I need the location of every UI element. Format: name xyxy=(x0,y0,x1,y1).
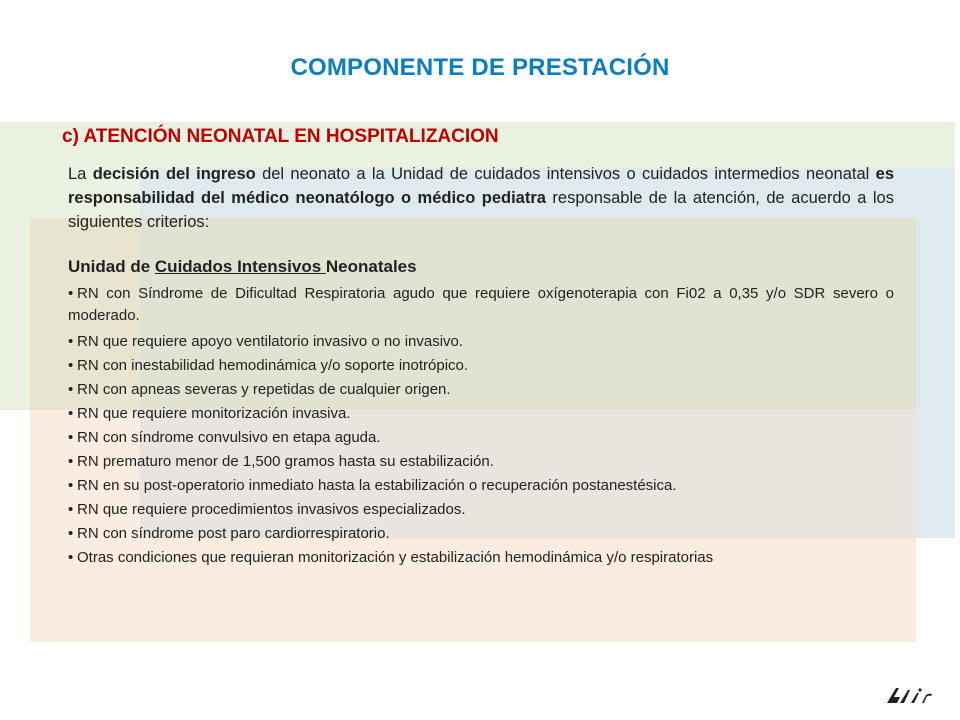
criteria-item xyxy=(68,283,894,327)
criteria-item xyxy=(68,403,894,425)
criteria-item xyxy=(68,475,894,497)
criteria-text: RN en su post-operatorio inmediato hasta la estabilización o recuperación postanestésica. xyxy=(77,477,677,494)
criteria-text: RN con síndrome post paro cardiorrespiratorio. xyxy=(77,525,390,542)
criteria-text: RN que requiere monitorización invasiva. xyxy=(77,405,351,422)
criteria-text: Otras condiciones que requieran monitorización y estabilización hemodinámica y/o respiratorias xyxy=(77,549,714,566)
intro-text-2: del neonato a la Unidad de cuidados intensivos o cuidados intermedios neonatal xyxy=(255,165,876,183)
criteria-item xyxy=(68,427,894,449)
intro-bold-1: decisión del ingreso xyxy=(92,165,256,183)
criteria-item xyxy=(68,523,894,545)
criteria-text: RN que requiere apoyo ventilatorio invasivo o no invasivo. xyxy=(77,333,464,350)
slide-content xyxy=(68,162,894,571)
intro-text-3: responsable de la atención, de acuerdo a los siguientes criterios: xyxy=(68,189,894,231)
intro-text-1: La xyxy=(68,165,93,183)
slide-subtitle: c) ATENCIÓN NEONATAL EN HOSPITALIZACION xyxy=(62,126,499,147)
bullet-glyph: • xyxy=(68,429,74,446)
criteria-item xyxy=(68,499,894,521)
bullet-glyph: • xyxy=(68,477,74,494)
slide-title: COMPONENTE DE PRESTACIÓN xyxy=(290,54,670,81)
intro-bold-2: es responsabilidad del médico neonatólogo o médico pediatra xyxy=(68,165,894,207)
bullet-glyph: • xyxy=(68,333,74,350)
intro-paragraph xyxy=(68,162,894,234)
criteria-item xyxy=(68,355,894,377)
bullet-glyph: • xyxy=(68,525,74,542)
institution-logo-icon xyxy=(884,684,934,706)
section-heading-prefix: Unidad de xyxy=(68,257,155,276)
criteria-list xyxy=(68,283,894,569)
bullet-glyph: • xyxy=(68,381,74,398)
criteria-item xyxy=(68,547,894,569)
criteria-text: RN con apneas severas y repetidas de cualquier origen. xyxy=(77,381,451,398)
criteria-item xyxy=(68,451,894,473)
criteria-text: RN con Síndrome de Dificultad Respiratoria agudo que requiere oxígenoterapia con Fi02 a 0,35 y/o SDR severo o moderado. xyxy=(68,285,894,324)
criteria-text: RN con síndrome convulsivo en etapa aguda. xyxy=(77,429,381,446)
bullet-glyph: • xyxy=(68,549,74,566)
bullet-glyph: • xyxy=(68,357,74,374)
criteria-text: RN que requiere procedimientos invasivos especializados. xyxy=(77,501,466,518)
criteria-item xyxy=(68,331,894,353)
criteria-text: RN prematuro menor de 1,500 gramos hasta su estabilización. xyxy=(77,453,494,470)
bullet-glyph: • xyxy=(68,285,74,302)
section-heading-suffix: Neonatales xyxy=(325,257,417,276)
bullet-glyph: • xyxy=(68,501,74,518)
bullet-glyph: • xyxy=(68,405,74,422)
criteria-text: RN con inestabilidad hemodinámica y/o soporte inotrópico. xyxy=(77,357,469,374)
bullet-glyph: • xyxy=(68,453,74,470)
section-heading xyxy=(68,255,894,279)
section-heading-underlined: Cuidados Intensivos xyxy=(154,257,326,276)
criteria-item xyxy=(68,379,894,401)
